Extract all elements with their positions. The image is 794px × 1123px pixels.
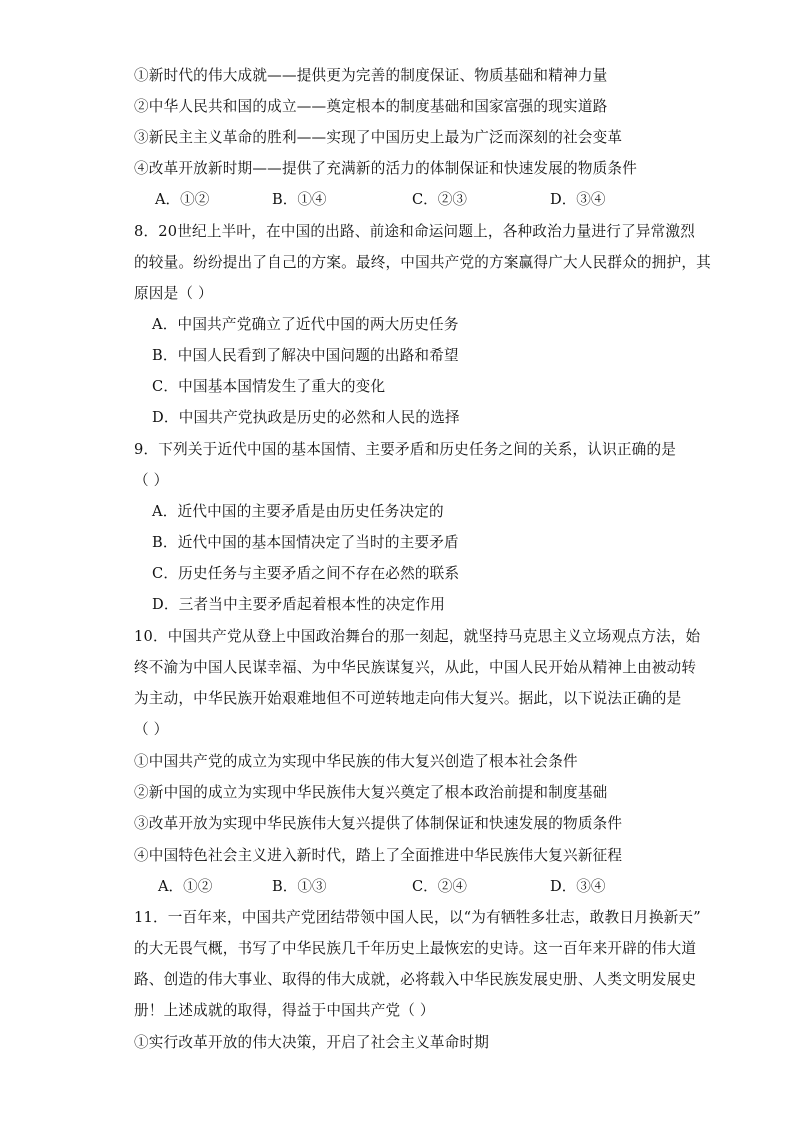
q9-option-d: D．三者当中主要矛盾起着根本性的决定作用 [152, 596, 445, 613]
q9-stem-line-2: （ ） [134, 472, 169, 489]
q9-option-a: A．近代中国的主要矛盾是由历史任务决定的 [152, 503, 444, 520]
q11-stem-line-1: 11．一百年来，中国共产党团结带领中国人民，以“为有牺牲多壮志，敢教日月换新天” [134, 909, 701, 926]
q9-option-b: B．近代中国的基本国情决定了当时的主要矛盾 [152, 534, 459, 551]
q10-option-b: B．①③ [272, 878, 327, 895]
q9-stem-line-1: 9．下列关于近代中国的基本国情、主要矛盾和历史任务之间的关系，认识正确的是 [134, 441, 677, 458]
q10-item-2: ②新中国的成立为实现中华民族伟大复兴奠定了根本政治前提和制度基础 [134, 784, 608, 801]
q8-stem-line-1: 8．20世纪上半叶，在中国的出路、前途和命运问题上，各种政治力量进行了异常激烈 [134, 223, 696, 240]
q7-item-4: ④改革开放新时期——提供了充满新的活力的体制保证和快速发展的物质条件 [134, 160, 637, 177]
q11-stem-line-4: 册！上述成就的取得，得益于中国共产党（ ） [134, 1002, 435, 1019]
q10-stem-line-4: （ ） [134, 721, 169, 738]
q8-stem-line-2: 的较量。纷纷提出了自己的方案。最终，中国共产党的方案赢得广大人民群众的拥护，其 [134, 254, 711, 271]
q8-option-c: C．中国基本国情发生了重大的变化 [152, 378, 386, 395]
q10-stem-line-3: 为主动，中华民族开始艰难地但不可逆转地走向伟大复兴。据此，以下说法正确的是 [134, 690, 682, 707]
q7-item-2: ②中华人民共和国的成立——奠定根本的制度基础和国家富强的现实道路 [134, 98, 608, 115]
q10-item-3: ③改革开放为实现中华民族伟大复兴提供了体制保证和快速发展的物质条件 [134, 815, 623, 832]
q11-stem-line-3: 路、创造的伟大事业、取得的伟大成就，必将载入中华民族发展史册、人类文明发展史 [134, 971, 697, 988]
q10-option-a: A．①② [158, 878, 213, 895]
q8-stem-line-3: 原因是（ ） [134, 285, 213, 302]
q7-option-b: B．①④ [272, 191, 327, 208]
q11-stem-line-2: 的大无畏气概，书写了中华民族几千年历史上最恢宏的史诗。这一百年来开辟的伟大道 [134, 940, 697, 957]
q7-option-d: D．③④ [550, 191, 606, 208]
q10-item-4: ④中国特色社会主义进入新时代，踏上了全面推进中华民族伟大复兴新征程 [134, 847, 623, 864]
q7-item-3: ③新民主主义革命的胜利——实现了中国历史上最为广泛而深刻的社会变革 [134, 129, 623, 146]
q10-item-1: ①中国共产党的成立为实现中华民族的伟大复兴创造了根本社会条件 [134, 753, 578, 770]
q10-option-c: C．②④ [412, 878, 467, 895]
q8-option-d: D．中国共产党执政是历史的必然和人民的选择 [152, 409, 460, 426]
q10-stem-line-1: 10．中国共产党从登上中国政治舞台的那一刻起，就坚持马克思主义立场观点方法，始 [134, 628, 701, 645]
q8-option-a: A．中国共产党确立了近代中国的两大历史任务 [152, 316, 459, 333]
q10-option-d: D．③④ [550, 878, 606, 895]
q8-option-b: B．中国人民看到了解决中国问题的出路和希望 [152, 347, 459, 364]
q7-item-1: ①新时代的伟大成就——提供更为完善的制度保证、物质基础和精神力量 [134, 67, 608, 84]
q7-option-c: C．②③ [412, 191, 467, 208]
q11-item-1: ①实行改革开放的伟大决策，开启了社会主义革命时期 [134, 1034, 490, 1051]
q9-option-c: C．历史任务与主要矛盾之间不存在必然的联系 [152, 565, 460, 582]
q10-stem-line-2: 终不渝为中国人民谋幸福、为中华民族谋复兴，从此，中国人民开始从精神上由被动转 [134, 659, 697, 676]
q7-option-a: A．①② [155, 191, 210, 208]
